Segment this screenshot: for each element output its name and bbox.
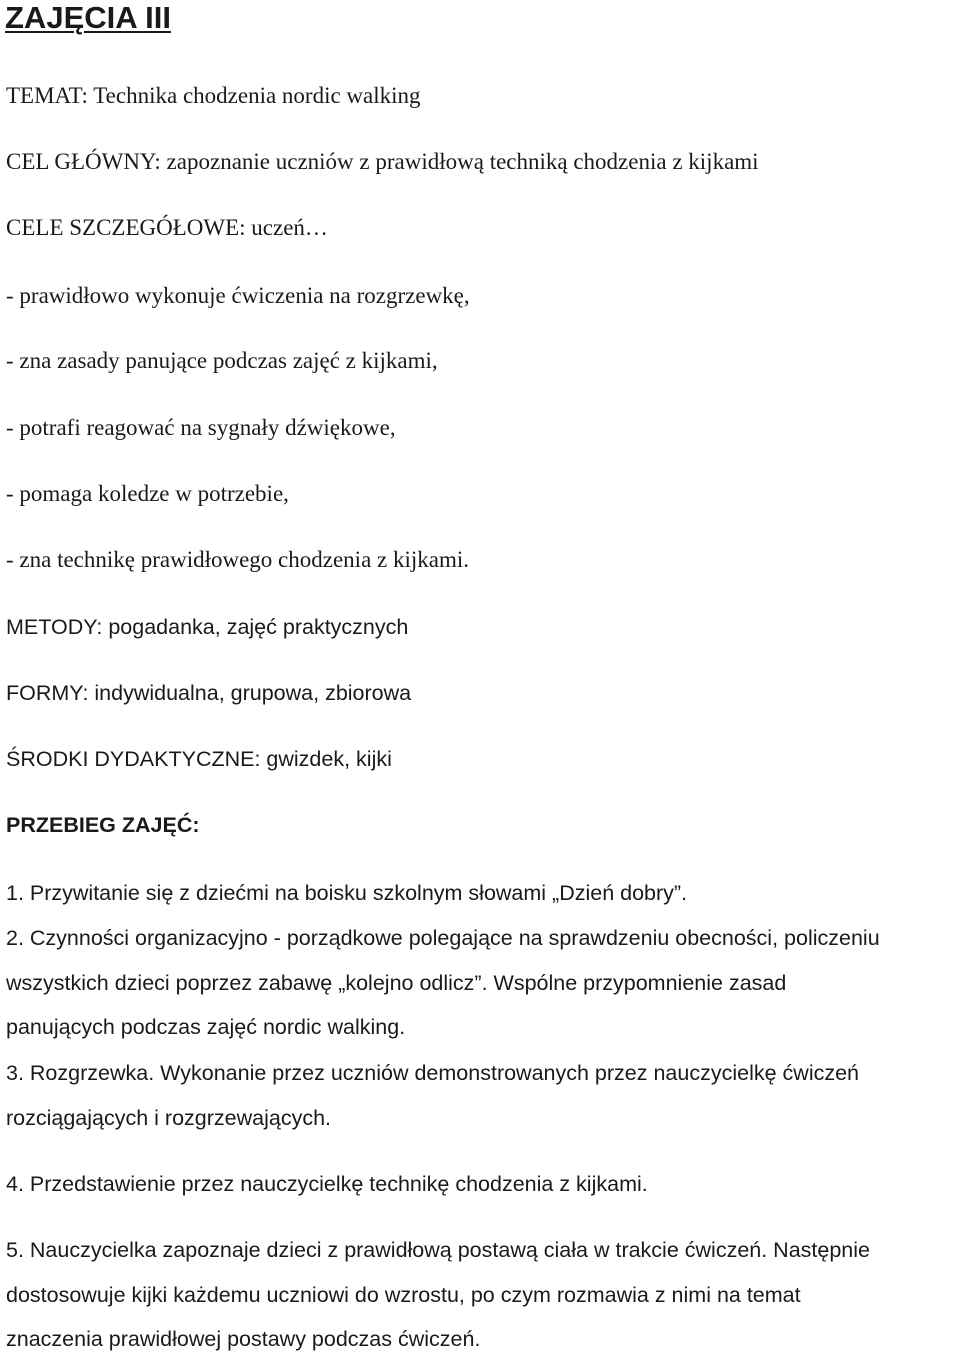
lesson-step-line: panujących podczas zajęć nordic walking. [6,1015,406,1039]
lesson-step-line: dostosowuje kijki każdemu uczniowi do wzrostu, po czym rozmawia z nimi na temat [6,1283,801,1307]
lesson-step-line: 4. Przedstawienie przez nauczycielkę technikę chodzenia z kijkami. [6,1172,648,1196]
lesson-step-line: wszystkich dzieci poprzez zabawę „kolejno odlicz”. Wspólne przypomnienie zasad [6,971,787,995]
lesson-step-line: rozciągających i rozgrzewających. [6,1106,332,1130]
lesson-step-line: 5. Nauczycielka zapoznaje dzieci z prawidłową postawą ciała w trakcie ćwiczeń. Następnie [6,1238,870,1262]
document-title: ZAJĘCIA III [5,0,171,35]
methods-line: METODY: pogadanka, zajęć praktycznych [6,615,409,639]
goal-item: - pomaga koledze w potrzebie, [6,481,289,506]
lesson-step-line: 3. Rozgrzewka. Wykonanie przez uczniów demonstrowanych przez nauczycielkę ćwiczeń [6,1061,860,1085]
topic-line: TEMAT: Technika chodzenia nordic walking [6,83,421,108]
forms-line: FORMY: indywidualna, grupowa, zbiorowa [6,681,412,705]
goal-item: - potrafi reagować na sygnały dźwiękowe, [6,415,396,440]
goal-item: - zna zasady panujące podczas zajęć z kijkami, [6,348,438,373]
lesson-course-heading: PRZEBIEG ZAJĘĆ: [6,813,200,837]
lesson-step-line: znaczenia prawidłowej postawy podczas ćwiczeń. [6,1327,481,1351]
detailed-goals-heading: CELE SZCZEGÓŁOWE: uczeń… [6,215,328,240]
lesson-step-line: 1. Przywitanie się z dziećmi na boisku szkolnym słowami „Dzień dobry”. [6,881,688,905]
teaching-aids-line: ŚRODKI DYDAKTYCZNE: gwizdek, kijki [6,747,392,771]
goal-item: - zna technikę prawidłowego chodzenia z kijkami. [6,547,470,572]
main-goal-line: CEL GŁÓWNY: zapoznanie uczniów z prawidłową techniką chodzenia z kijkami [6,149,759,174]
lesson-step-line: 2. Czynności organizacyjno - porządkowe polegające na sprawdzeniu obecności, policzeniu [6,926,880,950]
goal-item: - prawidłowo wykonuje ćwiczenia na rozgrzewkę, [6,283,470,308]
